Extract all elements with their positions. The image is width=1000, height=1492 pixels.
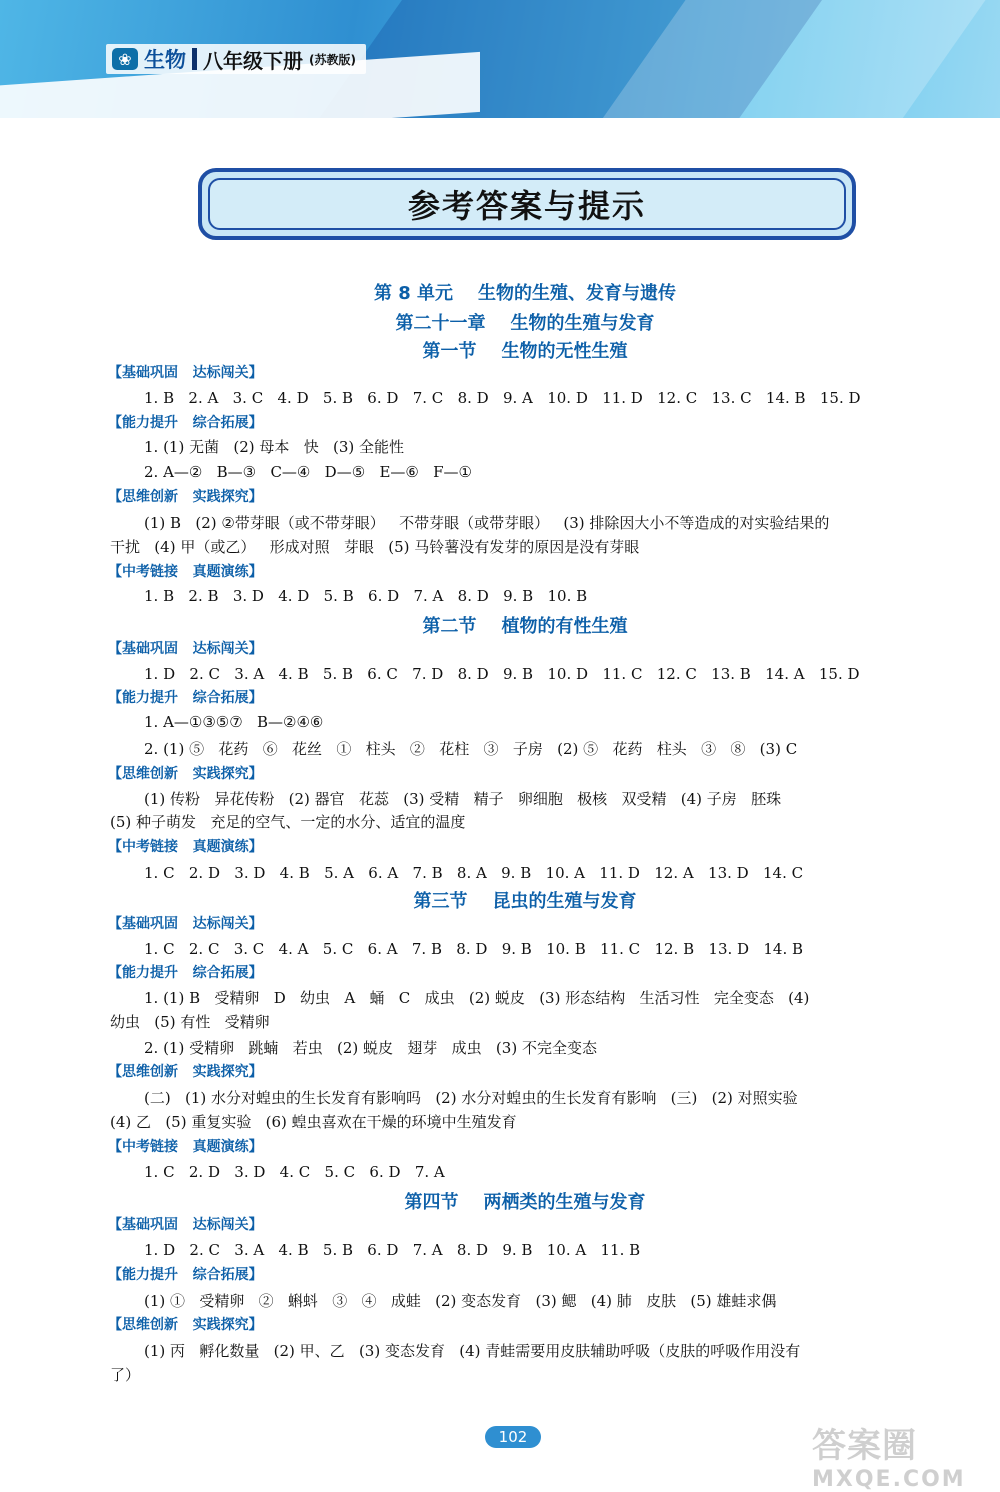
tag-zhongkao: 【中考链接 真题演练】 (108, 1139, 263, 1155)
answer-line: 干扰 (4) 甲（或乙） 形成对照 芽眼 (5) 马铃薯没有发芽的原因是没有芽眼 (110, 538, 640, 556)
answer-line: (1) 丙 孵化数量 (2) 甲、乙 (3) 变态发育 (4) 青蛙需要用皮肤辅助呼吸（皮肤的呼吸作用没有 (144, 1342, 801, 1360)
watermark-url: MXQE.COM (812, 1467, 966, 1492)
leaf-icon: ❀ (112, 48, 138, 70)
grade-label: 八年级下册 (203, 48, 303, 73)
tag-siwei: 【思维创新 实践探究】 (108, 1317, 263, 1333)
tag-siwei: 【思维创新 实践探究】 (108, 489, 263, 505)
answer-line: (二) (1) 水分对蝗虫的生长发育有影响吗 (2) 水分对蝗虫的生长发育有影响 (三) (2) 对照实验 (144, 1089, 798, 1107)
section-heading: 第二节 植物的有性生殖 (422, 616, 628, 637)
answer-line: (1) B (2) ②带芽眼（或不带芽眼） 不带芽眼（或带芽眼） (3) 排除因大小不等造成的对实验结果的 (144, 514, 830, 532)
tag-zhongkao: 【中考链接 真题演练】 (108, 564, 263, 580)
page-title: 参考答案与提示 (407, 187, 646, 225)
answer-line: 1. A—①③⑤⑦ B—②④⑥ (144, 713, 324, 731)
unit-heading: 第 8 单元 生物的生殖、发育与遗传 (373, 283, 677, 304)
answer-line: (1) 传粉 异花传粉 (2) 器官 花蕊 (3) 受精 精子 卵细胞 极核 双受精 (4) 子房 胚珠 (144, 790, 782, 808)
tag-siwei: 【思维创新 实践探究】 (108, 1064, 263, 1080)
page-number: 102 (485, 1426, 541, 1448)
answer-line: 1. B 2. A 3. C 4. D 5. B 6. D 7. C 8. D 9. A 10. D 11. D 12. C 13. C 14. B 15. D (144, 389, 861, 407)
answer-line: (1) ① 受精卵 ② 蝌蚪 ③ ④ 成蛙 (2) 变态发育 (3) 鳃 (4) 肺 皮肤 (5) 雄蛙求偶 (144, 1292, 777, 1310)
answer-line: (5) 种子萌发 充足的空气、一定的水分、适宜的温度 (110, 813, 466, 831)
chapter-heading: 第二十一章 生物的生殖与发育 (395, 313, 655, 334)
tag-jichu: 【基础巩固 达标闯关】 (108, 641, 263, 657)
page-title-box (198, 168, 856, 240)
answer-line: 2. (1) 受精卵 跳蝻 若虫 (2) 蜕皮 翅芽 成虫 (3) 不完全变态 (144, 1039, 597, 1057)
answer-line: 1. D 2. C 3. A 4. B 5. B 6. D 7. A 8. D 9. B 10. A 11. B (144, 1241, 641, 1259)
answer-line: 1. (1) B 受精卵 D 幼虫 A 蛹 C 成虫 (2) 蜕皮 (3) 形态结构 生活习性 完全变态 (4) (144, 989, 810, 1007)
section-heading: 第四节 两栖类的生殖与发育 (404, 1192, 646, 1213)
tag-nengli: 【能力提升 综合拓展】 (108, 415, 263, 431)
answer-line: 1. D 2. C 3. A 4. B 5. B 6. C 7. D 8. D 9. B 10. D 11. C 12. C 13. B 14. A 15. D (144, 665, 860, 683)
answer-line: 1. B 2. B 3. D 4. D 5. B 6. D 7. A 8. D 9. B 10. B (144, 587, 588, 605)
header-divider (192, 48, 197, 70)
answer-line: 2. A—② B—③ C—④ D—⑤ E—⑥ F—① (144, 463, 473, 481)
section-heading: 第一节 生物的无性生殖 (422, 341, 628, 362)
book-header (106, 44, 366, 74)
tag-zhongkao: 【中考链接 真题演练】 (108, 839, 263, 855)
answer-line: 1. C 2. C 3. C 4. A 5. C 6. A 7. B 8. D 9. B 10. B 11. C 12. B 13. D 14. B (144, 940, 804, 958)
watermark-text: 答案圈 (812, 1426, 917, 1466)
subject-label: 生物 (144, 48, 186, 72)
page-title-inner (208, 178, 846, 230)
tag-siwei: 【思维创新 实践探究】 (108, 766, 263, 782)
answer-line: 2. (1) ⑤ 花药 ⑥ 花丝 ① 柱头 ② 花柱 ③ 子房 (2) ⑤ 花药 柱头 ③ ⑧ (3) C (144, 740, 798, 758)
edition-label: (苏教版) (309, 52, 356, 67)
tag-jichu: 【基础巩固 达标闯关】 (108, 916, 263, 932)
answer-line: (4) 乙 (5) 重复实验 (6) 蝗虫喜欢在干燥的环境中生殖发育 (110, 1113, 517, 1131)
answer-line: 了） (110, 1366, 141, 1384)
watermark (812, 1418, 982, 1492)
tag-nengli: 【能力提升 综合拓展】 (108, 690, 263, 706)
answer-line: 1. (1) 无菌 (2) 母本 快 (3) 全能性 (144, 438, 405, 456)
answer-line: 1. C 2. D 3. D 4. C 5. C 6. D 7. A (144, 1163, 445, 1181)
tag-jichu: 【基础巩固 达标闯关】 (108, 365, 263, 381)
answer-line: 幼虫 (5) 有性 受精卵 (110, 1013, 270, 1031)
section-heading: 第三节 昆虫的生殖与发育 (413, 891, 637, 912)
answer-line: 1. C 2. D 3. D 4. B 5. A 6. A 7. B 8. A 9. B 10. A 11. D 12. A 13. D 14. C (144, 864, 804, 882)
tag-jichu: 【基础巩固 达标闯关】 (108, 1217, 263, 1233)
tag-nengli: 【能力提升 综合拓展】 (108, 965, 263, 981)
tag-nengli: 【能力提升 综合拓展】 (108, 1267, 263, 1283)
